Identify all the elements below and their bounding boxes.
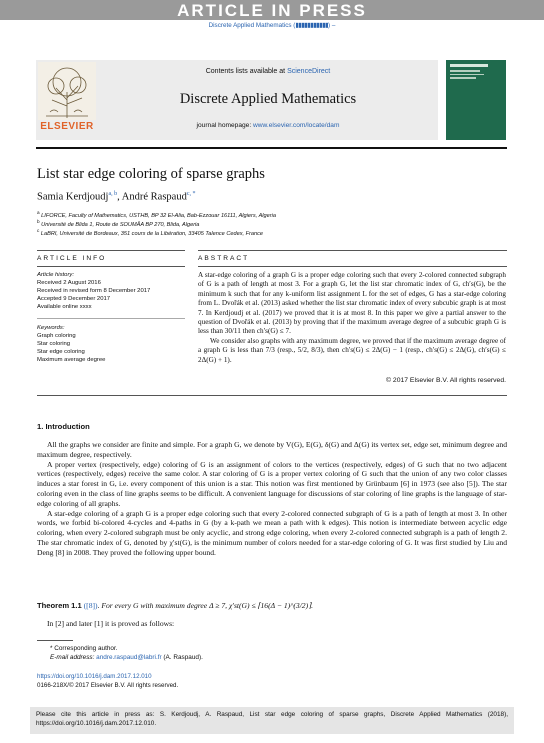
info-divider [37,318,185,319]
intro-paragraph-2: A proper vertex (respectively, edge) coloring of G is an assignment of colors to the vertices (respectively, edges) of G such that no two adjacent vertices (respectively, edges) receive the same color. A star coloring of G is a proper vertex coloring of G such that the union of any two color classes induces a star forest in G, i.e. every component of this union is a star. This notion was first mentioned by Grünbaum [6] in 1973 (see also [5]). The star coloring even in the class of line graphs seems to be difficult. A convenient language for discussions of star coloring of line graphs is the language of star-edge coloring of all graphs. [37,459,507,508]
doi-block [37,673,337,690]
copyright: © 2017 Elsevier B.V. All rights reserved. [386,377,506,384]
intro-body [37,440,507,558]
issn-line: 0166-218X/© 2017 Elsevier B.V. All rights reserved. [37,681,179,689]
author2-affil-marks[interactable]: c, * [186,191,196,197]
email-note: E-mail address: andre.raspaud@labri.fr (A. Raspaud). [50,654,203,661]
journal-cover-decoration [450,64,500,79]
contents-line: Contents lists available at ScienceDirect [205,68,331,75]
article-in-press-banner: ARTICLE IN PRESS [0,0,544,20]
abstract-top-rule [198,250,507,251]
email-link[interactable]: andre.raspaud@labri.fr [96,654,162,661]
elsevier-tree-logo [38,62,96,120]
abstract-paragraph-2: We consider also graphs with any maximum degree, we proved that if the maximum average degree of a graph G is less than 7/3 (resp., 5/2, 8/3), then ch′s(G) ≤ 2Δ(G) − 1 (resp., ch′s(G) ≤ 2Δ(G), ch′s(G) ≤ 2Δ(G) + 1). [198,336,506,364]
author-list: Samia Kerdjoudj$^{a, b}$, André Raspaud$^{c, *}$ [37,191,196,203]
journal-homepage: journal homepage: www.elsevier.com/locate/dam [196,122,340,129]
theorem-ref[interactable]: ([8]) [83,601,98,610]
abstract-sub-rule [198,266,507,267]
publisher-name: ELSEVIER [40,121,94,132]
article-title: List star edge coloring of sparse graphs [37,166,265,182]
journal-title: Discrete Applied Mathematics [179,91,357,107]
citation-footer-text: Please cite this article in press as: S. Kerdjoudj, A. Raspaud, List star edge coloring of sparse graphs, Discrete Applied Mathematics (2018), https://doi.org/10.1016/j.dam.2017.12.010. [36,711,508,727]
abstract-heading: ABSTRACT [198,255,250,262]
keywords: Keywords: Graph coloring Star coloring Star edge coloring Maximum average degree [37,325,106,363]
info-top-rule [37,250,185,251]
section-heading-introduction: 1. Introduction [37,422,90,431]
article-info-heading: ARTICLE INFO [37,255,107,262]
affiliation-b: $^b$ Université de Blida 1, Route de SOUMÂA BP 270, Blida, Algeria [37,219,200,228]
citation-line: Discrete Applied Mathematics (▮▮▮▮▮▮▮▮▮▮▮) – [208,22,336,29]
info-sub-rule [37,266,185,267]
intro-paragraph-4: In [2] and later [1] it is proved as follows: [47,619,175,628]
intro-body-continued [37,619,507,629]
affiliation-c: $^c$ LaBRI, Université de Bordeaux, 351 cours de la Libération, 33405 Talence Cedex, France [37,228,264,237]
doi-link[interactable]: https://doi.org/10.1016/j.dam.2017.12.010 [37,673,152,680]
sciencedirect-link[interactable]: ScienceDirect [287,68,331,75]
header-rule [36,147,507,149]
homepage-link[interactable]: www.elsevier.com/locate/dam [252,122,340,129]
abstract-bottom-rule [37,395,507,396]
affiliation-a: $^a$ LIFORCE, Faculty of Mathematics, USTHB, BP 32 El-Alia, Bab-Ezzouar 16111, Algiers, Algeria [37,210,276,219]
abstract-paragraph-1: A star-edge coloring of a graph G is a proper edge coloring such that every 2-colored connected subgraph of G is a path of length at most 3. For a graph G, let the list star chromatic index of G, ch′s(G), be the minimum k such that for any k-uniform list assignment L for the set of edges, G has a star-edge coloring from L. Dvořák et al. (2013) asked whether the list star chromatic index of every subcubic graph is at most 7. In Kerdjoudj et al. (2017) we proved that it is at most 8. In this paper we give a partial answer to the question of Dvořák et al. (2013) by proving that if the maximum average degree of a subcubic graph G is less than 30/11 then ch′s(G) ≤ 7. [198,271,506,336]
footnote-rule [37,640,73,641]
author1-affil-marks[interactable]: a, b [108,191,118,197]
intro-paragraph-1: All the graphs we consider are finite and simple. For a graph G, we denote by V(G), E(G), δ(G) and Δ(G) its vertex set, edge set, minimum degree and maximum degree, respectively. [37,440,507,459]
intro-paragraph-3: A star-edge coloring of a graph G is a proper edge coloring such that every 2-colored connected subgraph of G is a path of length at most 3. In other words, we forbid bi-colored 4-cycles and 4-paths in G (by a k-path we mean a path with k edges). This notion is intermediate between acyclic edge coloring, when every 2-colored subgraph must be only acyclic, and strong edge coloring, when every 2-colored connected subgraph is a path of length 2. The star chromatic index of G, denoted by χ′st(G), is the minimum number of colors needed for a star-edge coloring of G. It was first studied by Liu and Deng [8] in 2008. They proved the following upper bound. [37,508,507,557]
article-history: Article history: Received 2 August 2016 Received in revised form 8 December 2017 Accepted 9 December 2017 Available online xxxx [37,272,151,310]
theorem-1-1: Theorem 1.1 ([8]). For every G with maximum degree Δ ≥ 7, χ′st(G) ≤ ⌈16(Δ − 1)^(3/2)⌉. [37,601,313,610]
corresponding-author-note: * Corresponding author. [50,645,118,652]
abstract-text [198,271,506,365]
